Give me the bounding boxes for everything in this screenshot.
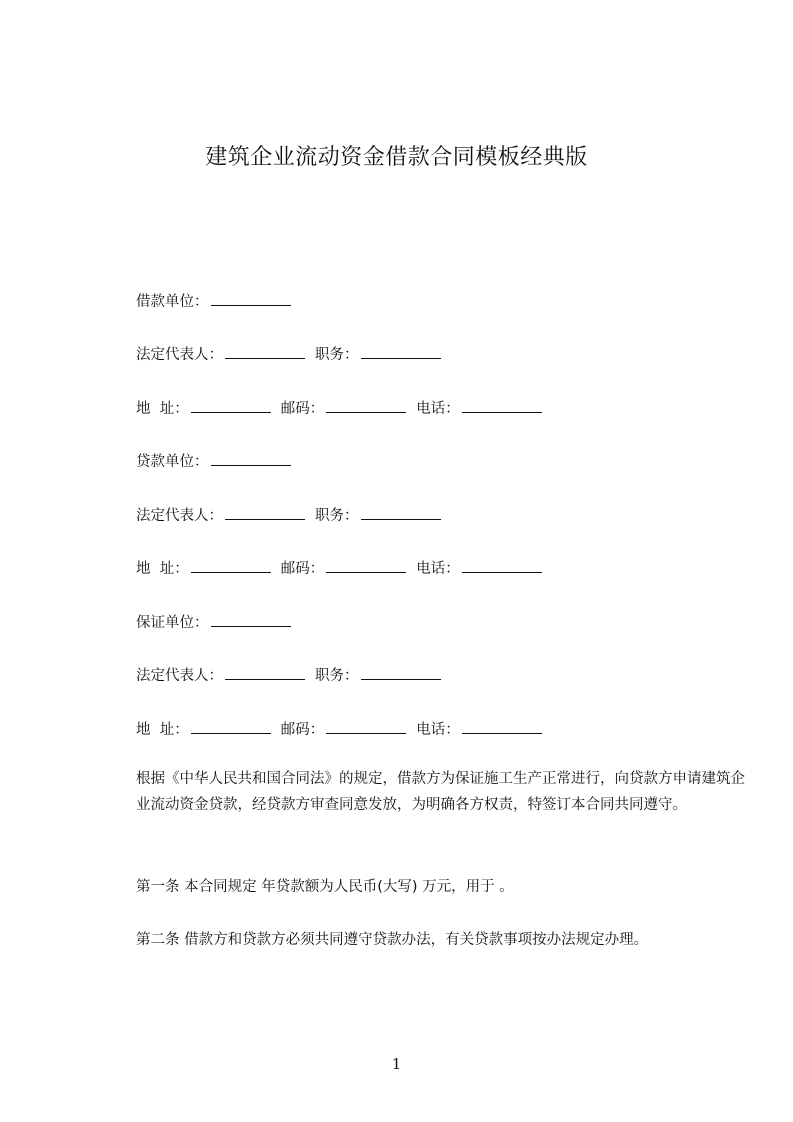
lender-postcode-blank[interactable]	[326, 558, 406, 573]
borrower-address-line	[136, 397, 544, 418]
guarantor-unit-blank[interactable]	[211, 612, 291, 627]
guarantor-phone-label: 电话：	[416, 722, 460, 738]
lender-phone-blank[interactable]	[462, 558, 542, 573]
borrower-position-label: 职务：	[315, 347, 359, 363]
lender-position-label: 职务：	[315, 508, 359, 524]
borrower-phone-label: 电话：	[416, 401, 460, 417]
borrower-rep-line	[136, 343, 443, 364]
guarantor-address-blank[interactable]	[191, 719, 271, 734]
borrower-unit-label: 借款单位：	[136, 294, 209, 310]
document-title: 建筑企业流动资金借款合同模板经典版	[205, 145, 588, 170]
lender-phone-label: 电话：	[416, 561, 460, 577]
borrower-postcode-blank[interactable]	[326, 398, 406, 413]
guarantor-position-label: 职务：	[315, 668, 359, 684]
guarantor-postcode-label: 邮码：	[280, 722, 325, 738]
guarantor-unit-line	[136, 611, 293, 632]
guarantor-position-blank[interactable]	[361, 665, 441, 680]
lender-unit-blank[interactable]	[211, 451, 291, 466]
guarantor-rep-line	[136, 664, 443, 685]
borrower-address-blank[interactable]	[191, 398, 271, 413]
article-1: 第一条 本合同规定 年贷款额为人民币(大写) 万元，用于 。	[136, 879, 514, 895]
lender-position-blank[interactable]	[361, 505, 441, 520]
lender-address-line	[136, 557, 544, 578]
guarantor-phone-blank[interactable]	[462, 719, 542, 734]
lender-rep-blank[interactable]	[225, 505, 305, 520]
borrower-rep-label: 法定代表人：	[136, 347, 223, 363]
lender-address-blank[interactable]	[191, 558, 271, 573]
guarantor-address-line	[136, 718, 544, 739]
guarantor-rep-blank[interactable]	[225, 665, 305, 680]
borrower-unit-blank[interactable]	[211, 291, 291, 306]
lender-unit-label: 贷款单位：	[136, 454, 209, 470]
guarantor-address-label: 地 址：	[136, 722, 189, 738]
intro-paragraph: 根据《中华人民共和国合同法》的规定，借款方为保证施工生产正常进行，向贷款方申请建筑企业流动资金贷款，经贷款方审查同意发放，为明确各方权责，特签订本合同共同遵守。	[136, 771, 745, 813]
guarantor-postcode-blank[interactable]	[326, 719, 406, 734]
lender-postcode-label: 邮码：	[280, 561, 325, 577]
borrower-rep-blank[interactable]	[225, 344, 305, 359]
borrower-unit-line	[136, 290, 293, 311]
borrower-address-label: 地 址：	[136, 401, 189, 417]
borrower-postcode-label: 邮码：	[280, 401, 325, 417]
lender-rep-line	[136, 504, 443, 525]
guarantor-unit-label: 保证单位：	[136, 615, 209, 631]
lender-rep-label: 法定代表人：	[136, 508, 223, 524]
lender-address-label: 地 址：	[136, 561, 189, 577]
borrower-phone-blank[interactable]	[462, 398, 542, 413]
page-number: 1	[391, 1055, 402, 1073]
borrower-position-blank[interactable]	[361, 344, 441, 359]
article-2: 第二条 借款方和贷款方必须共同遵守贷款办法，有关贷款事项按办法规定办理。	[136, 932, 649, 948]
guarantor-rep-label: 法定代表人：	[136, 668, 223, 684]
lender-unit-line	[136, 450, 293, 471]
